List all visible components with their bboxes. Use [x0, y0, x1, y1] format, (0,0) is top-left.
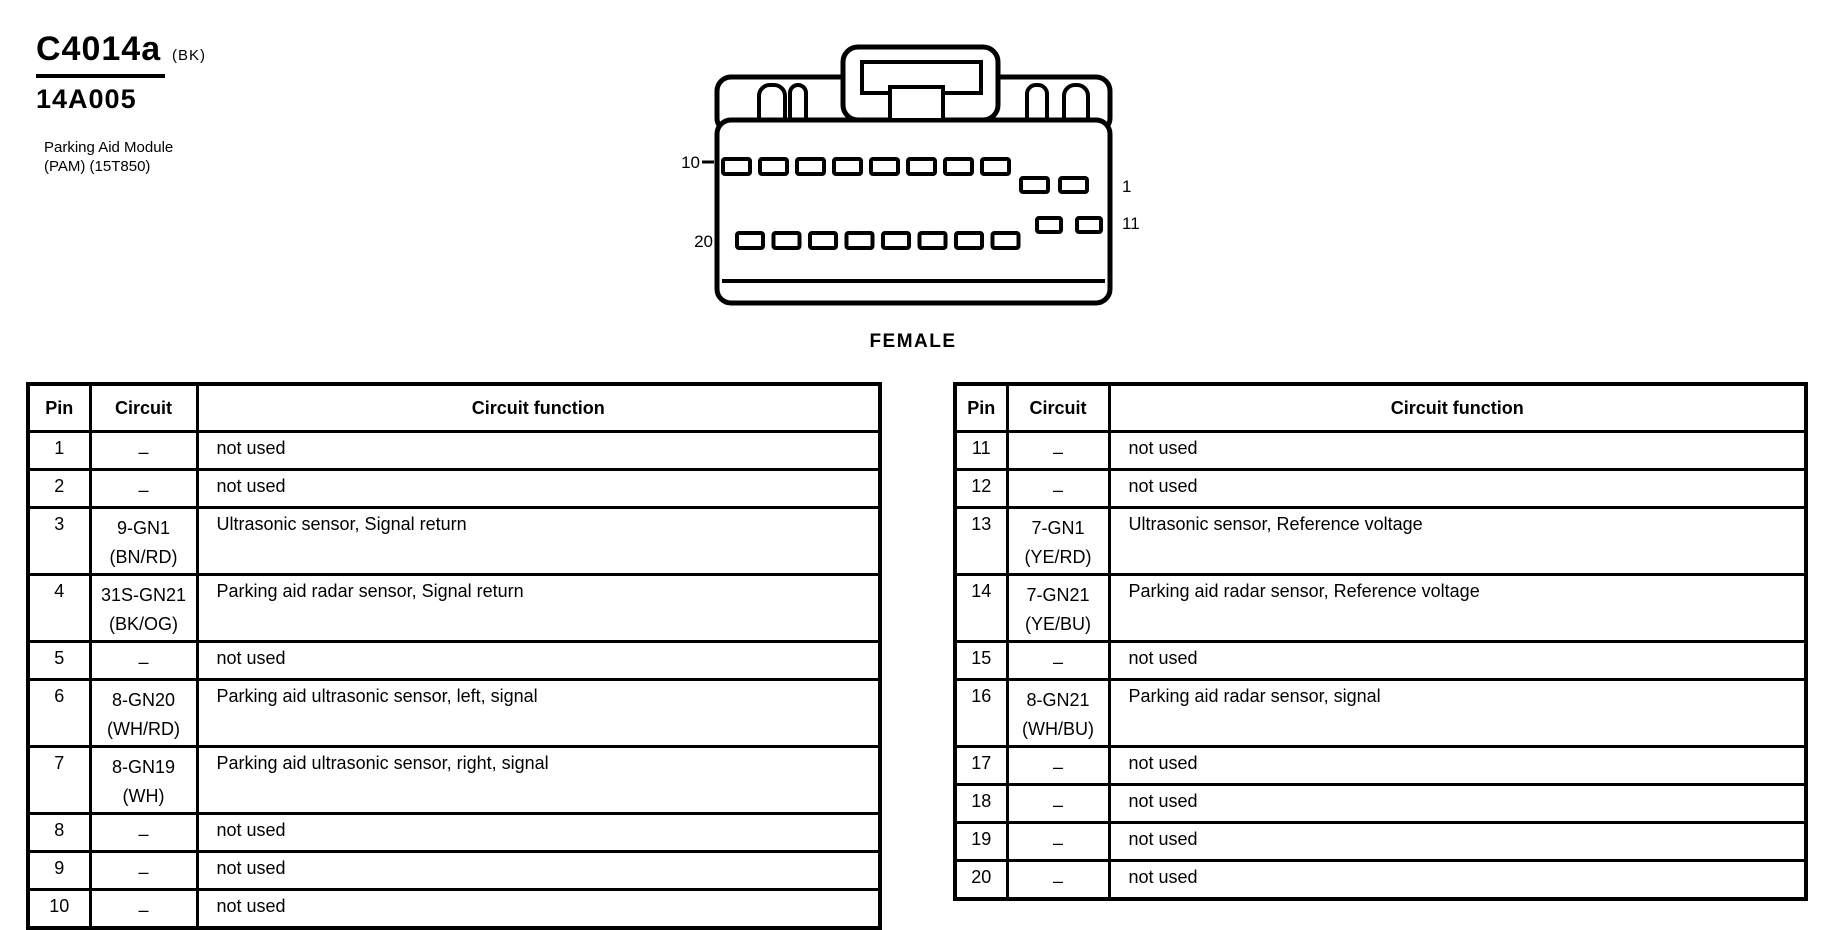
connector-latch-tab [890, 87, 943, 120]
circuit-code: – [138, 480, 149, 500]
pin-number-cell: 18 [955, 785, 1007, 823]
circuit-cell [90, 432, 197, 470]
circuit-code: – [1052, 795, 1063, 815]
pin-row-4 [28, 575, 880, 642]
circuit-function-cell: not used [197, 642, 880, 680]
column-header: Pin [955, 384, 1007, 432]
circuit-function-cell: Parking aid ultrasonic sensor, left, signal [197, 680, 880, 747]
part-number: 14A005 [36, 84, 137, 114]
circuit-function-cell: Parking aid ultrasonic sensor, right, signal [197, 747, 880, 814]
circuit-cell [1007, 680, 1109, 747]
pin-cavity [1037, 218, 1061, 232]
circuit-function-cell: not used [197, 814, 880, 852]
pin-label-10: 10 [681, 153, 700, 172]
circuit-code: 9-GN1 [116, 518, 170, 538]
pin-row-7 [28, 747, 880, 814]
circuit-code: – [1052, 833, 1063, 853]
circuit-function-cell: Ultrasonic sensor, Signal return [197, 508, 880, 575]
pin-row-13 [955, 508, 1806, 575]
circuit-wire-color: (BK/OG) [108, 614, 178, 634]
pin-row-15 [955, 642, 1806, 680]
component-code: (PAM) (15T850) [44, 158, 151, 175]
circuit-code: 8-GN20 [111, 690, 176, 710]
pin-cavity [945, 159, 972, 174]
circuit-code: – [138, 824, 149, 844]
circuit-code: – [138, 900, 149, 920]
circuit-cell [90, 470, 197, 508]
pin-row-9 [28, 852, 880, 890]
circuit-code: – [138, 442, 149, 462]
column-header: Circuit [90, 384, 197, 432]
table-header-row [955, 384, 1806, 432]
pin-number-cell: 7 [28, 747, 90, 814]
circuit-function-cell: not used [1109, 861, 1806, 900]
pin-number-cell: 20 [955, 861, 1007, 900]
pinout-table-right [953, 382, 1808, 901]
circuit-function-cell: not used [1109, 642, 1806, 680]
circuit-function-cell: Parking aid radar sensor, signal [1109, 680, 1806, 747]
pin-label-1: 1 [1122, 177, 1132, 196]
connector-color-code: (BK) [172, 47, 206, 64]
column-header: Circuit [1007, 384, 1109, 432]
pin-cavity [847, 233, 873, 248]
connector-face-diagram [555, 25, 1175, 325]
pin-number-cell: 8 [28, 814, 90, 852]
circuit-cell [90, 575, 197, 642]
circuit-function-cell: not used [197, 432, 880, 470]
component-description [44, 138, 173, 176]
pin-cavity [920, 233, 946, 248]
pin-row-5 [28, 642, 880, 680]
circuit-code: – [1052, 442, 1063, 462]
pin-cavity [982, 159, 1009, 174]
pin-number-cell: 14 [955, 575, 1007, 642]
circuit-wire-color: (WH/RD) [107, 719, 180, 739]
pin-cavity [908, 159, 935, 174]
pin-number-cell: 12 [955, 470, 1007, 508]
circuit-function-cell: not used [197, 852, 880, 890]
circuit-cell [90, 642, 197, 680]
pin-row-1 [28, 432, 880, 470]
connector-body [717, 120, 1110, 303]
pin-cavity [1021, 178, 1048, 192]
header-row [28, 384, 880, 432]
pin-row-8 [28, 814, 880, 852]
circuit-cell [90, 814, 197, 852]
circuit-cell [90, 852, 197, 890]
circuit-function-cell: not used [1109, 823, 1806, 861]
pin-row-16 [955, 680, 1806, 747]
circuit-cell [1007, 823, 1109, 861]
circuit-code: 31S-GN21 [100, 585, 187, 605]
pin-cavity [723, 159, 750, 174]
pin-row-19 [955, 823, 1806, 861]
pin-number-cell: 17 [955, 747, 1007, 785]
circuit-code: 7-GN1 [1031, 518, 1085, 538]
circuit-function-cell: not used [1109, 470, 1806, 508]
pin-cavity [737, 233, 763, 248]
pin-cavity [871, 159, 898, 174]
pin-number-cell: 15 [955, 642, 1007, 680]
circuit-code: – [1052, 757, 1063, 777]
circuit-function-cell: Ultrasonic sensor, Reference voltage [1109, 508, 1806, 575]
circuit-function-cell: not used [197, 890, 880, 929]
circuit-code: 7-GN21 [1026, 585, 1090, 605]
circuit-cell [1007, 747, 1109, 785]
pin-number-cell: 6 [28, 680, 90, 747]
circuit-function-cell: Parking aid radar sensor, Signal return [197, 575, 880, 642]
circuit-cell [90, 747, 197, 814]
circuit-code: – [1052, 871, 1063, 891]
header-row [955, 384, 1806, 432]
pin-cavity [1077, 218, 1101, 232]
circuit-code: – [138, 862, 149, 882]
pin-cavity [810, 233, 836, 248]
pin-label-20: 20 [694, 232, 713, 251]
circuit-cell [1007, 575, 1109, 642]
pin-number-cell: 9 [28, 852, 90, 890]
circuit-cell [1007, 470, 1109, 508]
pin-row-14 [955, 575, 1806, 642]
circuit-function-cell: not used [1109, 747, 1806, 785]
pin-cavity [956, 233, 982, 248]
circuit-wire-color: (BN/RD) [109, 547, 178, 567]
circuit-cell [90, 508, 197, 575]
pin-row-20 [955, 861, 1806, 900]
circuit-function-cell: not used [1109, 432, 1806, 470]
pin-number-cell: 19 [955, 823, 1007, 861]
column-header: Circuit function [1109, 384, 1806, 432]
pin-row-18 [955, 785, 1806, 823]
pin-number-cell: 5 [28, 642, 90, 680]
pin-number-cell: 16 [955, 680, 1007, 747]
circuit-wire-color: (YE/RD) [1024, 547, 1092, 567]
circuit-wire-color: (WH/BU) [1022, 719, 1094, 739]
pinout-table-left [26, 382, 882, 930]
circuit-cell [1007, 508, 1109, 575]
pin-cavity [993, 233, 1019, 248]
connector-gender-label: FEMALE [869, 331, 957, 352]
table-header-row [28, 384, 880, 432]
pin-number-cell: 3 [28, 508, 90, 575]
circuit-function-cell: Parking aid radar sensor, Reference voltage [1109, 575, 1806, 642]
pin-number-cell: 4 [28, 575, 90, 642]
circuit-code: 8-GN19 (WH) [111, 757, 176, 806]
circuit-function-cell: not used [1109, 785, 1806, 823]
pin-row-6 [28, 680, 880, 747]
pin-number-cell: 11 [955, 432, 1007, 470]
component-name: Parking Aid Module [44, 139, 174, 156]
pin-cavity [834, 159, 861, 174]
column-header: Circuit function [197, 384, 880, 432]
pin-row-12 [955, 470, 1806, 508]
circuit-cell [1007, 642, 1109, 680]
pin-row-2 [28, 470, 880, 508]
circuit-code: – [1052, 480, 1063, 500]
pin-label-11: 11 [1122, 214, 1140, 233]
circuit-code: – [138, 652, 149, 672]
pin-number-cell: 2 [28, 470, 90, 508]
pin-cavity [797, 159, 824, 174]
pin-row-11 [955, 432, 1806, 470]
circuit-cell [90, 890, 197, 929]
circuit-cell [1007, 432, 1109, 470]
circuit-function-cell: not used [197, 470, 880, 508]
pin-cavity [1060, 178, 1087, 192]
pin-row-10 [28, 890, 880, 929]
circuit-wire-color: (YE/BU) [1024, 614, 1091, 634]
circuit-cell [90, 680, 197, 747]
circuit-cell [1007, 785, 1109, 823]
pin-row-3 [28, 508, 880, 575]
column-header: Pin [28, 384, 90, 432]
circuit-code: 8-GN21 [1026, 690, 1090, 710]
connector-id: C4014a [36, 30, 165, 78]
pin-number-cell: 13 [955, 508, 1007, 575]
pin-cavity [883, 233, 909, 248]
pin-number-cell: 1 [28, 432, 90, 470]
circuit-cell [1007, 861, 1109, 900]
pin-number-cell: 10 [28, 890, 90, 929]
pin-cavity [774, 233, 800, 248]
circuit-code: – [1052, 652, 1063, 672]
pin-row-17 [955, 747, 1806, 785]
pin-cavity [760, 159, 787, 174]
